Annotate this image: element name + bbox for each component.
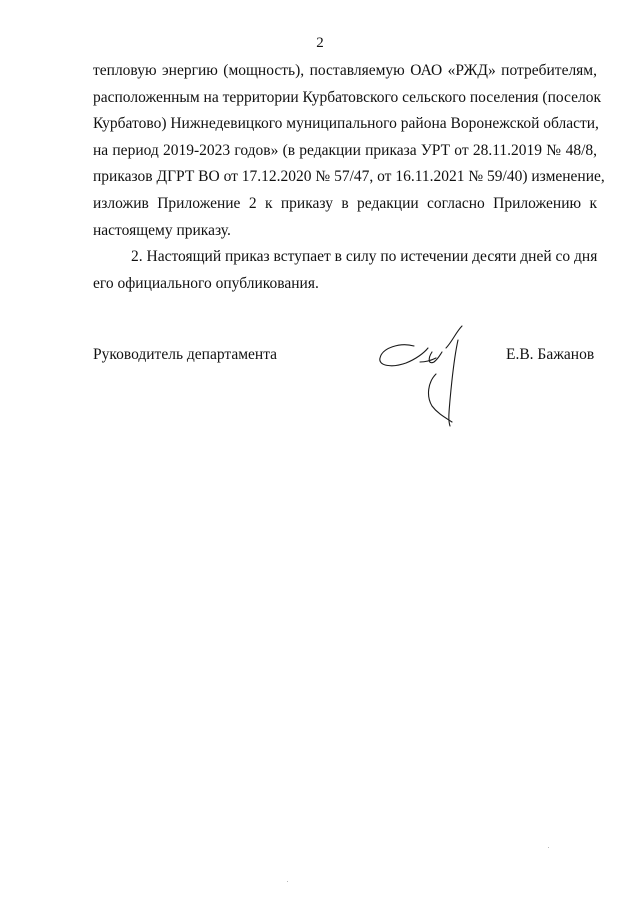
signatory-name: Е.В. Бажанов [506,346,595,363]
scan-speck [287,881,288,882]
paragraph-1-line: на период 2019-2023 годов» (в редакции приказа УРТ от 28.11.2019 № 48/8, [93,141,597,159]
paragraph-1-line: настоящему приказу. [93,221,231,239]
document-body [93,58,605,297]
signatory-role: Руководитель департамента [93,346,278,363]
paragraph-2-line: 2. Настоящий приказ вступает в силу по истечении десяти дней со дня [131,248,598,266]
paragraph-1-line: расположенным на территории Курбатовского сельского поселения (поселок [93,88,601,106]
scan-speck [548,847,549,848]
page-number: 2 [316,35,324,51]
paragraph-1-line: тепловую энергию (мощность), поставляемую ОАО «РЖД» потребителям, [93,62,597,79]
paragraph-1-line: изложив Приложение 2 к приказу в редакции согласно Приложению к [93,194,597,212]
paragraph-1-line: Курбатово) Нижнедевицкого муниципального района Воронежской области, [93,115,599,133]
paragraph-1 [93,58,605,244]
paragraph-1-line: приказов ДГРТ ВО от 17.12.2020 № 57/47, от 16.11.2021 № 59/40) изменение, [93,168,605,186]
paragraph-2 [93,244,597,297]
handwritten-signature [370,318,490,430]
paragraph-2-line: его официального опубликования. [93,274,319,292]
